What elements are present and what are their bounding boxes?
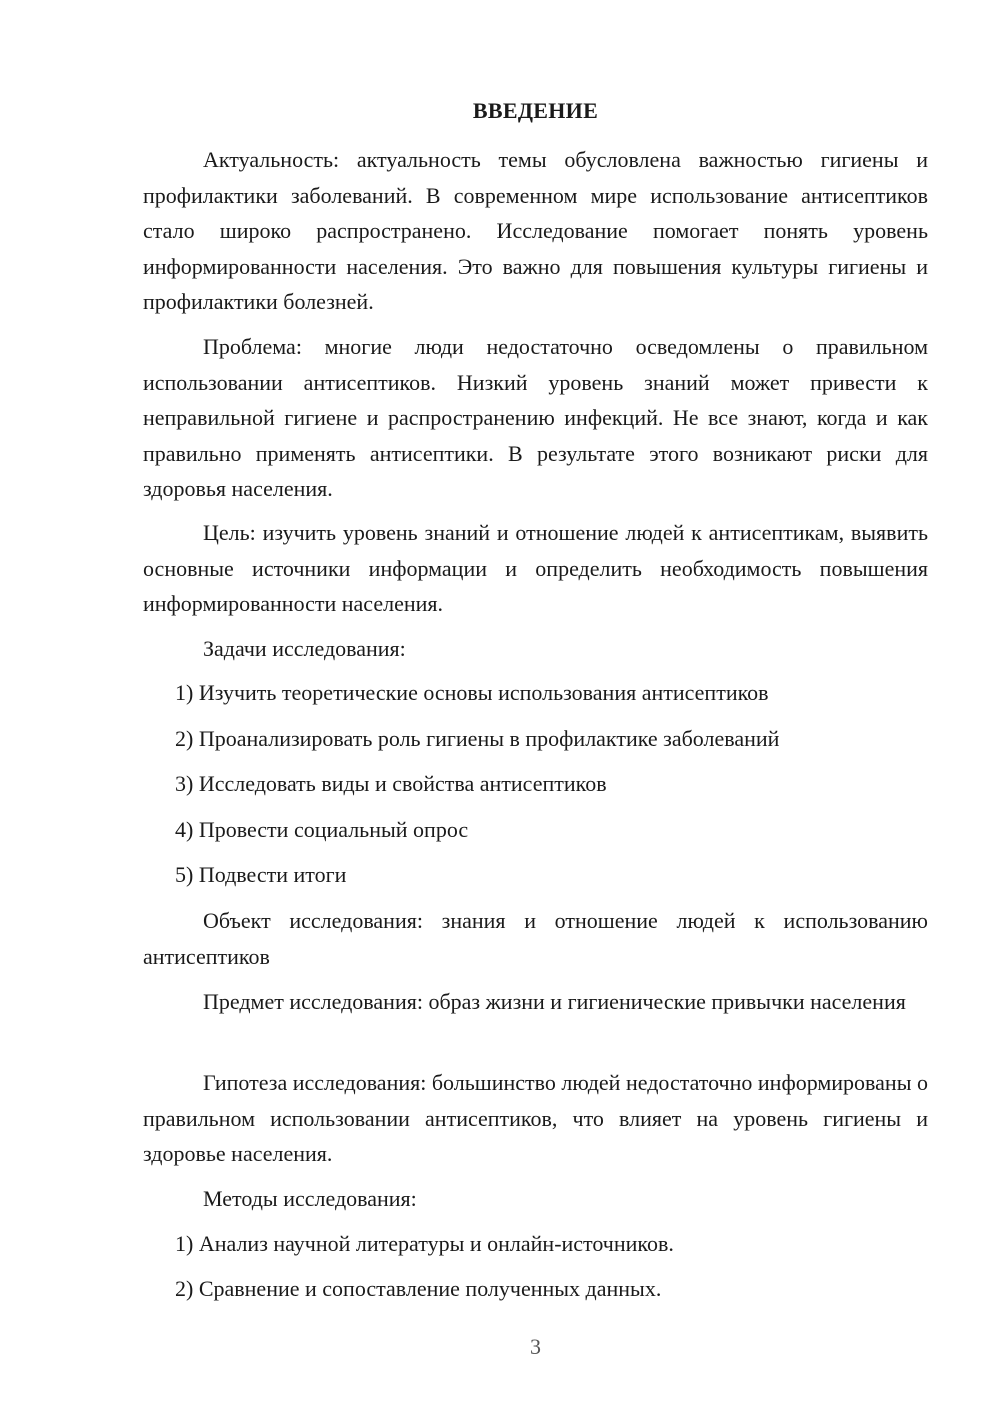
object-paragraph: Объект исследования: знания и отношение людей к использованию антисептиков	[143, 908, 928, 969]
relevance-paragraph: Актуальность: актуальность темы обусловлена важностью гигиены и профилактики заболеваний. В современном мире использование антисептиков стало широко распространено. Исследование помогает понять уровень информированности населения. Это важно для повышения культуры гигиены и профилактики болезней.	[143, 147, 928, 314]
subject-paragraph: Предмет исследования: образ жизни и гигиенические привычки населения	[203, 989, 906, 1014]
methods-heading: Методы исследования:	[203, 1186, 417, 1211]
page-title: ВВЕДЕНИЕ	[472, 98, 599, 123]
task-item: 3) Исследовать виды и свойства антисептиков	[175, 771, 607, 796]
task-item: 5) Подвести итоги	[175, 862, 347, 887]
goal-paragraph: Цель: изучить уровень знаний и отношение людей к антисептикам, выявить основные источники информации и определить необходимость повышения информированности населения.	[143, 520, 928, 616]
task-item: 1) Изучить теоретические основы использования антисептиков	[175, 680, 769, 705]
problem-paragraph: Проблема: многие люди недостаточно осведомлены о правильном использовании антисептиков. Низкий уровень знаний может привести к неправильной гигиене и распространению инфекций. Не все знают, когда и как правильно применять антисептики. В результате этого возникают риски для здоровья населения.	[143, 334, 928, 501]
document-page	[143, 0, 928, 1414]
task-item: 4) Провести социальный опрос	[175, 817, 469, 842]
hypothesis-paragraph: Гипотеза исследования: большинство людей недостаточно информированы о правильном использовании антисептиков, что влияет на уровень гигиены и здоровье населения.	[143, 1070, 928, 1166]
page-number: 3	[530, 1334, 541, 1359]
method-item: 1) Анализ научной литературы и онлайн-источников.	[175, 1231, 674, 1256]
task-item: 2) Проанализировать роль гигиены в профилактике заболеваний	[175, 726, 780, 751]
tasks-heading: Задачи исследования:	[203, 636, 406, 661]
method-item: 2) Сравнение и сопоставление полученных данных.	[175, 1276, 662, 1301]
